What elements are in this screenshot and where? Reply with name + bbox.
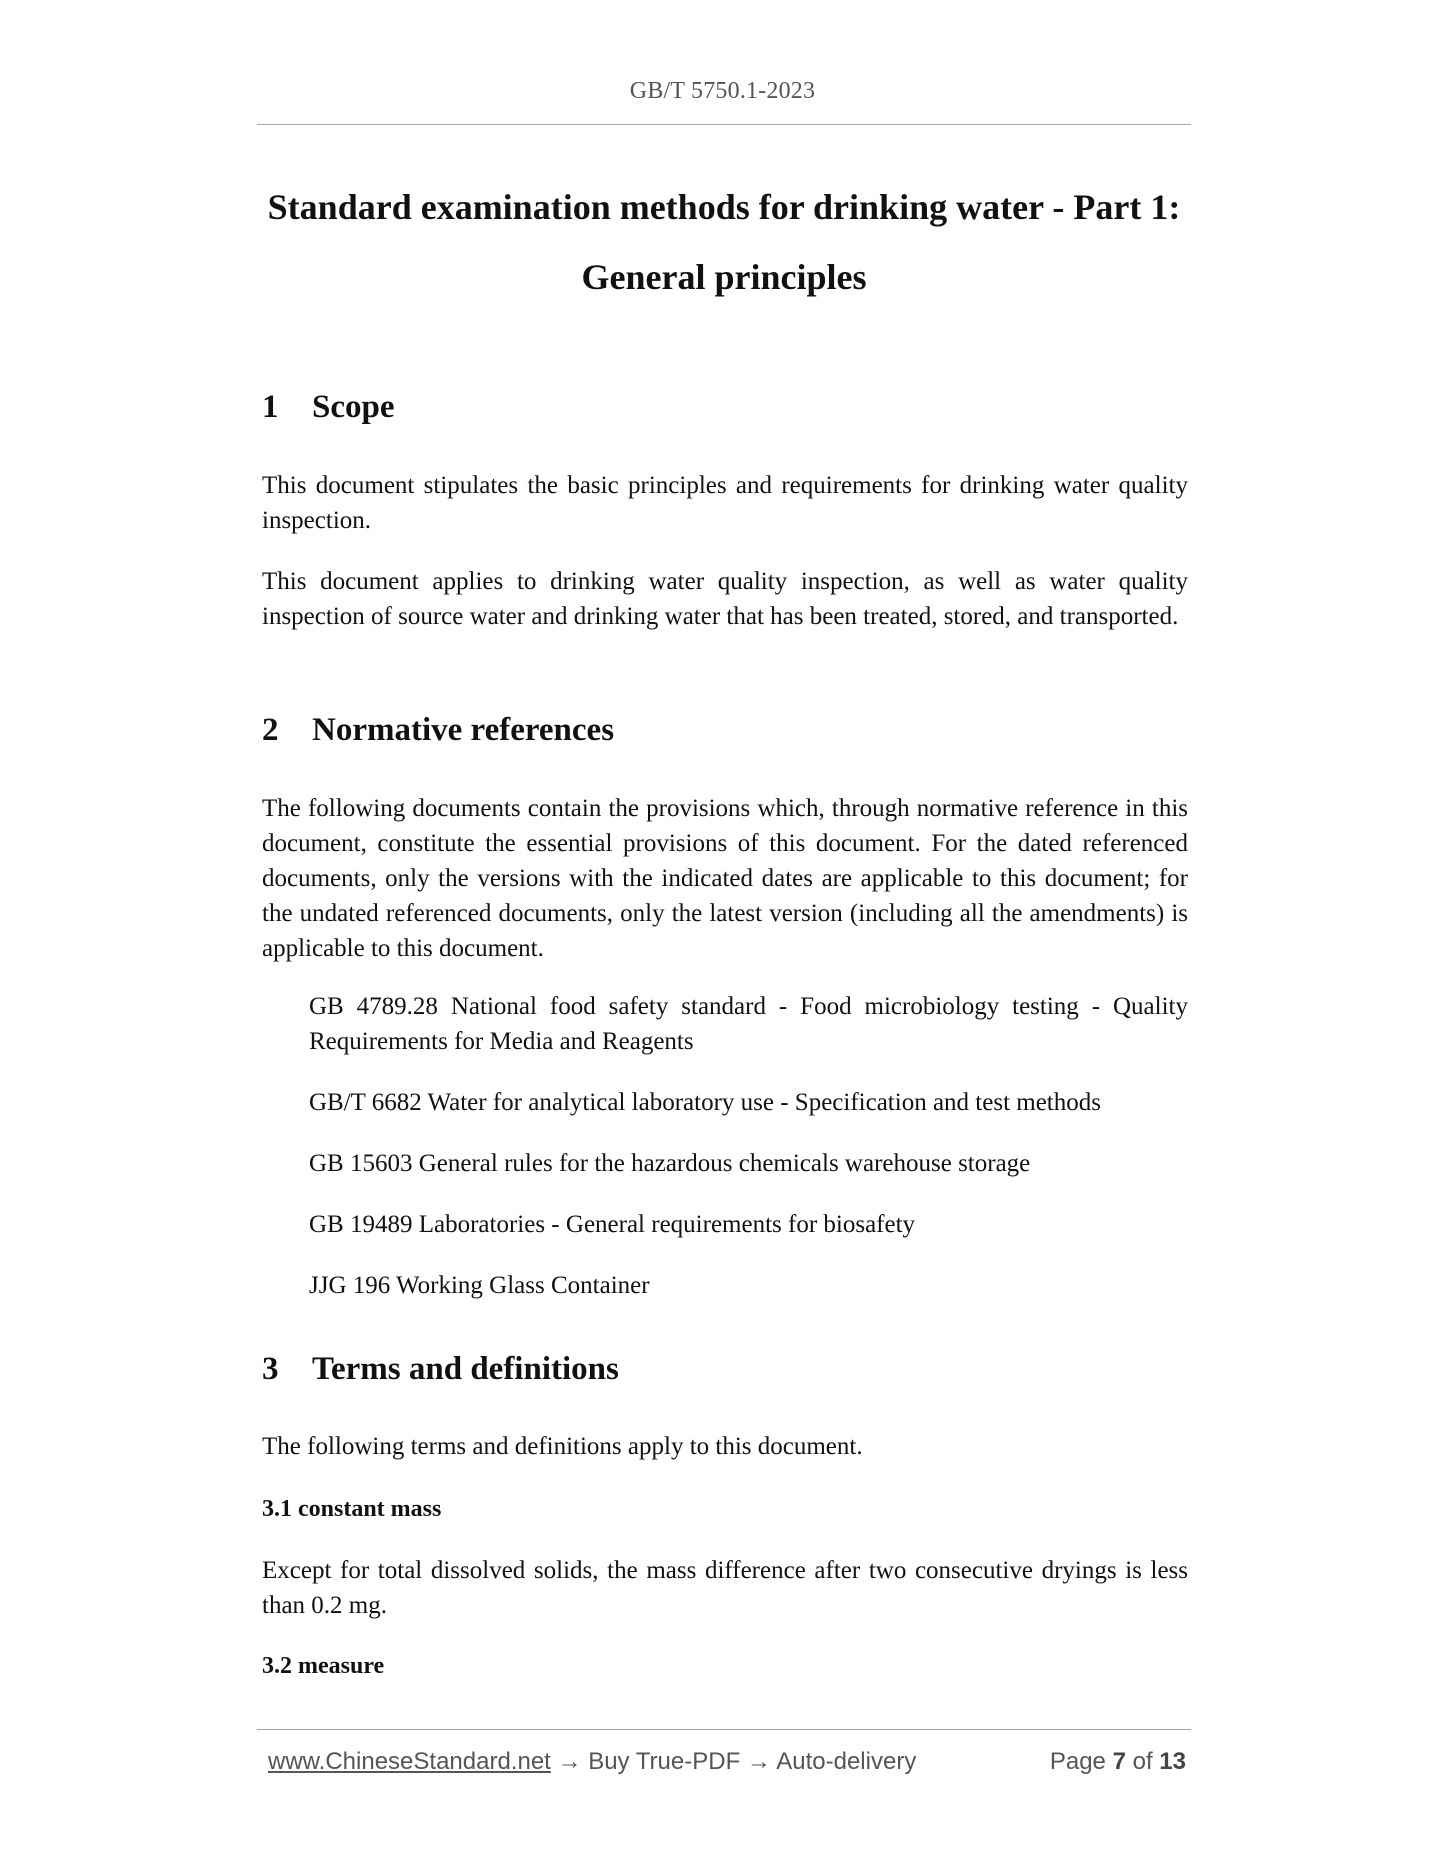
section-number: 1 (262, 389, 279, 425)
page-label: Page (1049, 1748, 1106, 1775)
reference-item: GB 19489 Laboratories - General requirements for biosafety (309, 1211, 916, 1238)
footer-divider (257, 1729, 1191, 1730)
total-pages: 13 (1159, 1748, 1186, 1775)
term-3-1-definition: Except for total dissolved solids, the mass difference after two consecutive dryings is less than 0.2 mg. (262, 1557, 1188, 1619)
reference-item: GB 4789.28 National food safety standard - Food microbiology testing - Quality Requirements for Media and Reagents (309, 993, 1188, 1055)
page-footer (268, 1746, 1186, 1778)
normative-references-paragraph: The following documents contain the provisions which, through normative reference in this document, constitute the essential provisions of this document. For the dated referenced documents, only the versions with the indicated dates are applicable to this document; for the undated referenced documents, only the latest version (including all the amendments) is applicable to this document. (262, 795, 1188, 962)
section-number: 3 (262, 1351, 279, 1387)
section-title: Normative references (312, 712, 615, 748)
reference-item: JJG 196 Working Glass Container (309, 1272, 650, 1299)
title-line-1: Standard examination methods for drinking water - Part 1: (267, 187, 1181, 227)
term-3-1-heading: 3.1 constant mass (262, 1496, 442, 1522)
site-link[interactable]: www.ChineseStandard.net (268, 1748, 551, 1775)
document-title (257, 172, 1191, 312)
terms-intro-paragraph: The following terms and definitions apply to this document. (262, 1433, 863, 1460)
reference-item: GB/T 6682 Water for analytical laboratory use - Specification and test methods (309, 1089, 1101, 1116)
section-title: Scope (312, 389, 395, 425)
page-of-label: of (1132, 1748, 1153, 1775)
arrow-right-icon: → (746, 1748, 771, 1775)
scope-paragraph-1: This document stipulates the basic principles and requirements for drinking water quality inspection. (262, 472, 1188, 534)
page-number-indicator (1050, 1746, 1186, 1778)
buy-true-pdf-link[interactable]: Buy True-PDF (588, 1748, 741, 1775)
title-line-2: General principles (581, 257, 867, 297)
scope-paragraph-2: This document applies to drinking water quality inspection, as well as water quality inspection of source water and drinking water that has been treated, stored, and transported. (262, 568, 1188, 630)
reference-list (309, 989, 1188, 1329)
section-2-heading (262, 710, 1188, 750)
standard-code-header: GB/T 5750.1-2023 (629, 78, 816, 104)
term-3-2-heading: 3.2 measure (262, 1653, 385, 1679)
section-1-heading (262, 387, 1188, 427)
section-3-heading (262, 1349, 1188, 1389)
header-divider (257, 124, 1191, 125)
arrow-right-icon: → (557, 1748, 582, 1775)
current-page: 7 (1112, 1748, 1126, 1775)
section-number: 2 (262, 712, 279, 748)
auto-delivery-text: Auto-delivery (776, 1748, 917, 1775)
reference-item: GB 15603 General rules for the hazardous chemicals warehouse storage (309, 1150, 1031, 1177)
section-title: Terms and definitions (312, 1351, 619, 1387)
